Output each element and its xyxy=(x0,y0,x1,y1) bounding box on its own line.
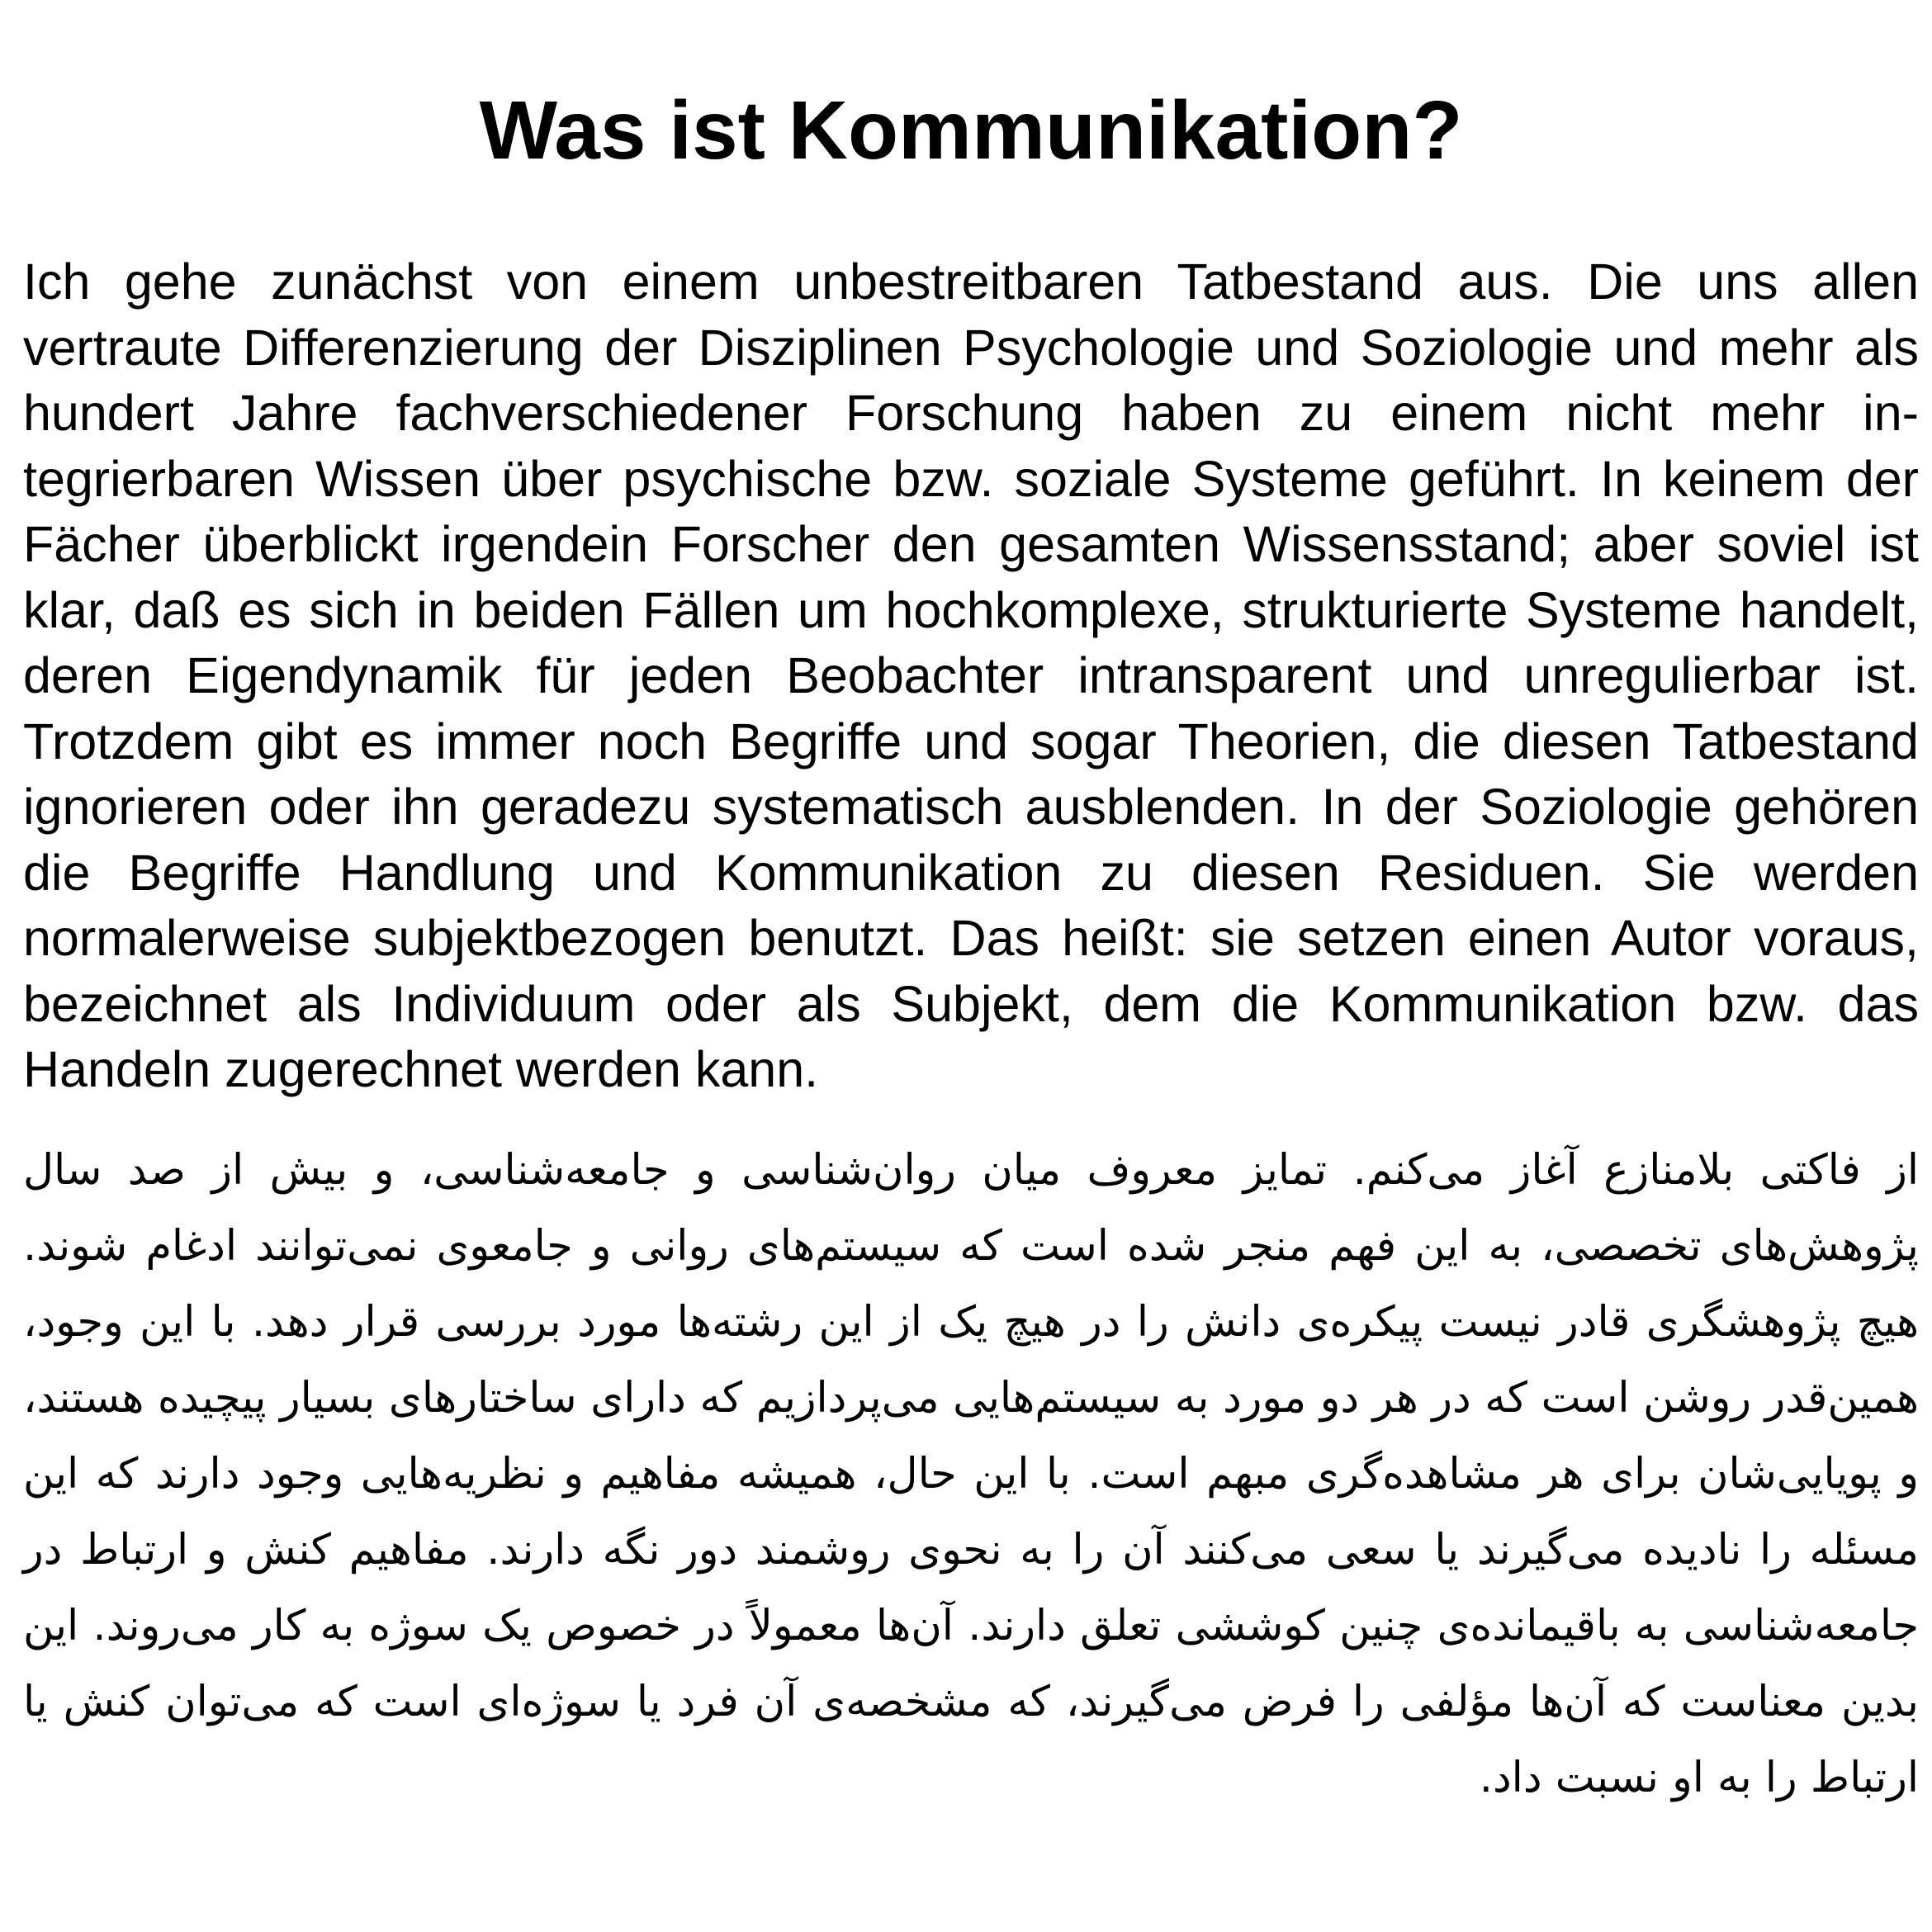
document-title: Was ist Kommunikation? xyxy=(479,84,1463,177)
german-paragraph: Ich gehe zunächst von einem unbestreitbaren Tatbestand aus. Die uns allen vertraute Differenzierung der Disziplinen Psychologie und Soziologie und mehr als hundert Jahre fachverschiedener Forschung haben zu einem nicht mehr integrierbaren Wissen über psychische bzw. soziale Systeme geführt. In keinem der Fächer überblickt irgendein Forscher den gesamten Wissensstand; aber soviel ist klar, daß es sich in beiden Fällen um hochkomplexe, strukturierte Systeme handelt, deren Eigendynamik für jeden Beobachter intransparent und unregulierbar ist. Trotzdem gibt es immer noch Begriffe und sogar Theorien, die diesen Tatbestand ignorieren oder ihn geradezu systematisch ausblenden. In der Soziologie gehören die Begriffe Handlung und Kommunikation zu diesen Residuen. Sie werden normalerweise subjektbezogen benutzt. Das heißt: sie setzen einen Autor voraus, bezeichnet als Individuum oder als Subjekt, dem die Kommunikation bzw. das Handeln zugerechnet werden kann. xyxy=(23,253,1919,1097)
persian-paragraph: از فاکتی بلامنازع آغاز می‌کنم. تمایز معروف میان روان‌شناسی و جامعه‌شناسی، و بیش از صد سال پژوهش‌های تخصصی، به این فهم منجر شده است که سیستم‌های روانی و جامعوی نمی‌توانند ادغام شوند. هیچ پژوهشگری قادر نیست پیکره‌ی دانش را در هیچ یک از این رشته‌ها مورد بررسی قرار دهد. با این وجود، همین‌قدر روشن است که در هر دو مورد به سیستم‌هایی می‌پردازیم که دارای ساختارهای بسیار پیچیده هستند، و پویایی‌شان برای هر مشاهده‌گری مبهم است. با این حال، همیشه مفاهیم و نظریه‌هایی وجود دارند که این مسئله را نادیده می‌گیرند یا سعی می‌کنند آن را به نحوی روشمند دور نگه دارند. مفاهیم کنش و ارتباط در جامعه‌شناسی به باقیمانده‌ی چنین کوششی تعلق دارند. آن‌ها معمولاً در خصوص یک سوژه به کار می‌روند. این بدین معناست که آن‌ها مؤلفی را فرض می‌گیرند، که مشخصه‌ی آن فرد یا سوژه‌ای است که می‌توان کنش یا ارتباط را به او نسبت داد. xyxy=(23,1145,1919,1802)
document-page xyxy=(23,0,1919,1932)
